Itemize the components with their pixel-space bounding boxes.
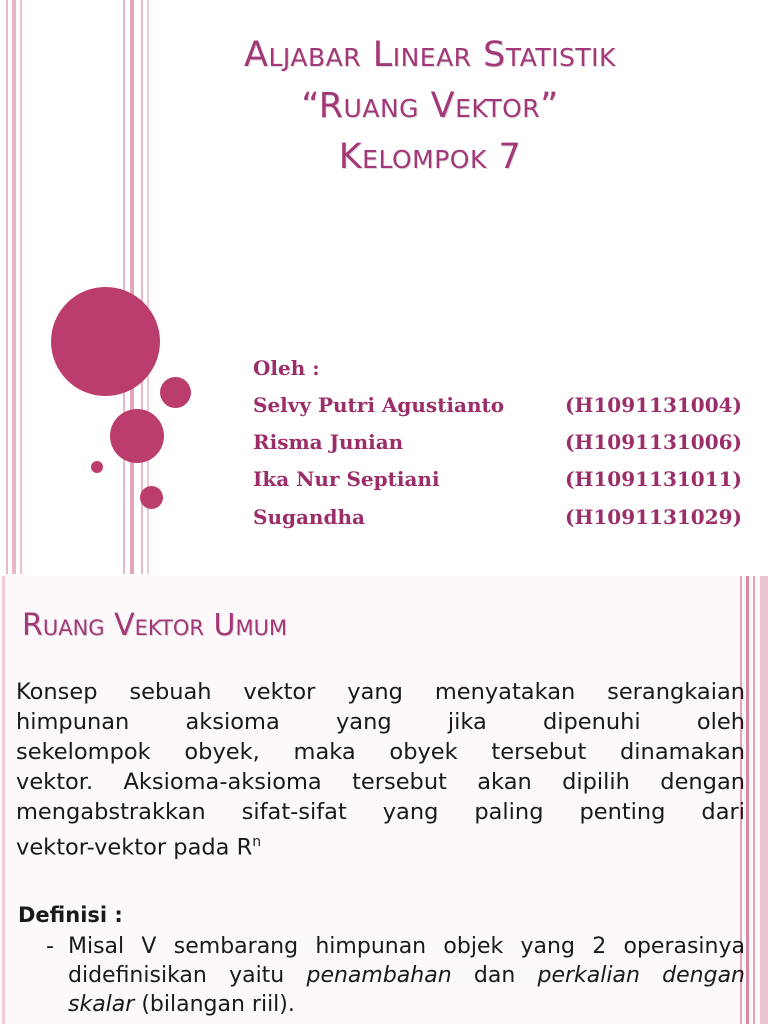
decorative-stripe (6, 0, 8, 574)
title-line: Kelompok 7 (338, 137, 522, 177)
definition-emphasis: skalar (68, 992, 135, 1017)
paragraph-line: himpunan aksioma yang jika dipenuhi oleh (16, 709, 745, 735)
slide-title (150, 30, 710, 183)
definition-line (48, 961, 745, 990)
concept-paragraph (16, 677, 745, 861)
paragraph-line: sekelompok obyek, maka obyek tersebut dinamakan (16, 739, 745, 765)
paragraph-line: Konsep sebuah vektor yang menyatakan serangkaian (16, 679, 745, 705)
section-title: Ruang Vektor Umum (22, 608, 288, 643)
definition-text-part: dan (473, 963, 516, 988)
definition-emphasis: penambahan (306, 963, 452, 988)
decorative-circle (51, 287, 160, 396)
decorative-stripe (20, 0, 22, 574)
definition-text-part: (bilangan riil). (141, 992, 295, 1017)
author-name: Selvy Putri Agustianto (253, 393, 505, 417)
decorative-stripe (753, 576, 755, 1024)
author-name: Risma Junian (253, 430, 404, 454)
decorative-stripe (2, 576, 5, 1024)
paragraph-line (16, 827, 745, 861)
decorative-circle (91, 461, 103, 473)
definition-text-part: didefinisikan yaitu (68, 963, 285, 988)
decorative-stripe (760, 576, 768, 1024)
definition-emphasis: perkalian dengan (537, 963, 745, 988)
decorative-circle (110, 409, 164, 463)
author-name: Ika Nur Septiani (253, 467, 440, 491)
author-id: (H1091131011) (565, 467, 742, 491)
decorative-circle (140, 486, 163, 509)
paragraph-line-text: vektor-vektor pada R (16, 834, 253, 861)
paragraph-line: vektor. Aksioma-aksioma tersebut akan dipilih dengan (16, 769, 745, 795)
decorative-stripe (746, 576, 749, 1024)
author-id: (H1091131004) (565, 393, 742, 417)
definition-line: Misal V sembarang himpunan objek yang 2 operasinya (68, 934, 745, 959)
author-id: (H1091131006) (565, 430, 742, 454)
decorative-stripe (12, 0, 16, 574)
definition-text (48, 932, 745, 1019)
title-line: “Ruang Vektor” (301, 86, 559, 126)
paragraph-line: mengabstrakkan sifat-sifat yang paling penting dari (16, 799, 745, 825)
superscript-n: n (252, 834, 262, 850)
definition-label: Definisi : (18, 903, 123, 927)
author-name: Sugandha (253, 505, 365, 529)
by-label: Oleh : (253, 356, 320, 380)
decorative-circle (160, 377, 191, 408)
author-id: (H1091131029) (565, 505, 742, 529)
decorative-stripe (123, 0, 125, 574)
decorative-stripe (130, 0, 134, 574)
title-line: Aljabar Linear Statistik (244, 35, 616, 75)
decorative-stripe (141, 0, 143, 574)
bullet-dash: - (46, 934, 54, 959)
definition-line (48, 990, 745, 1019)
